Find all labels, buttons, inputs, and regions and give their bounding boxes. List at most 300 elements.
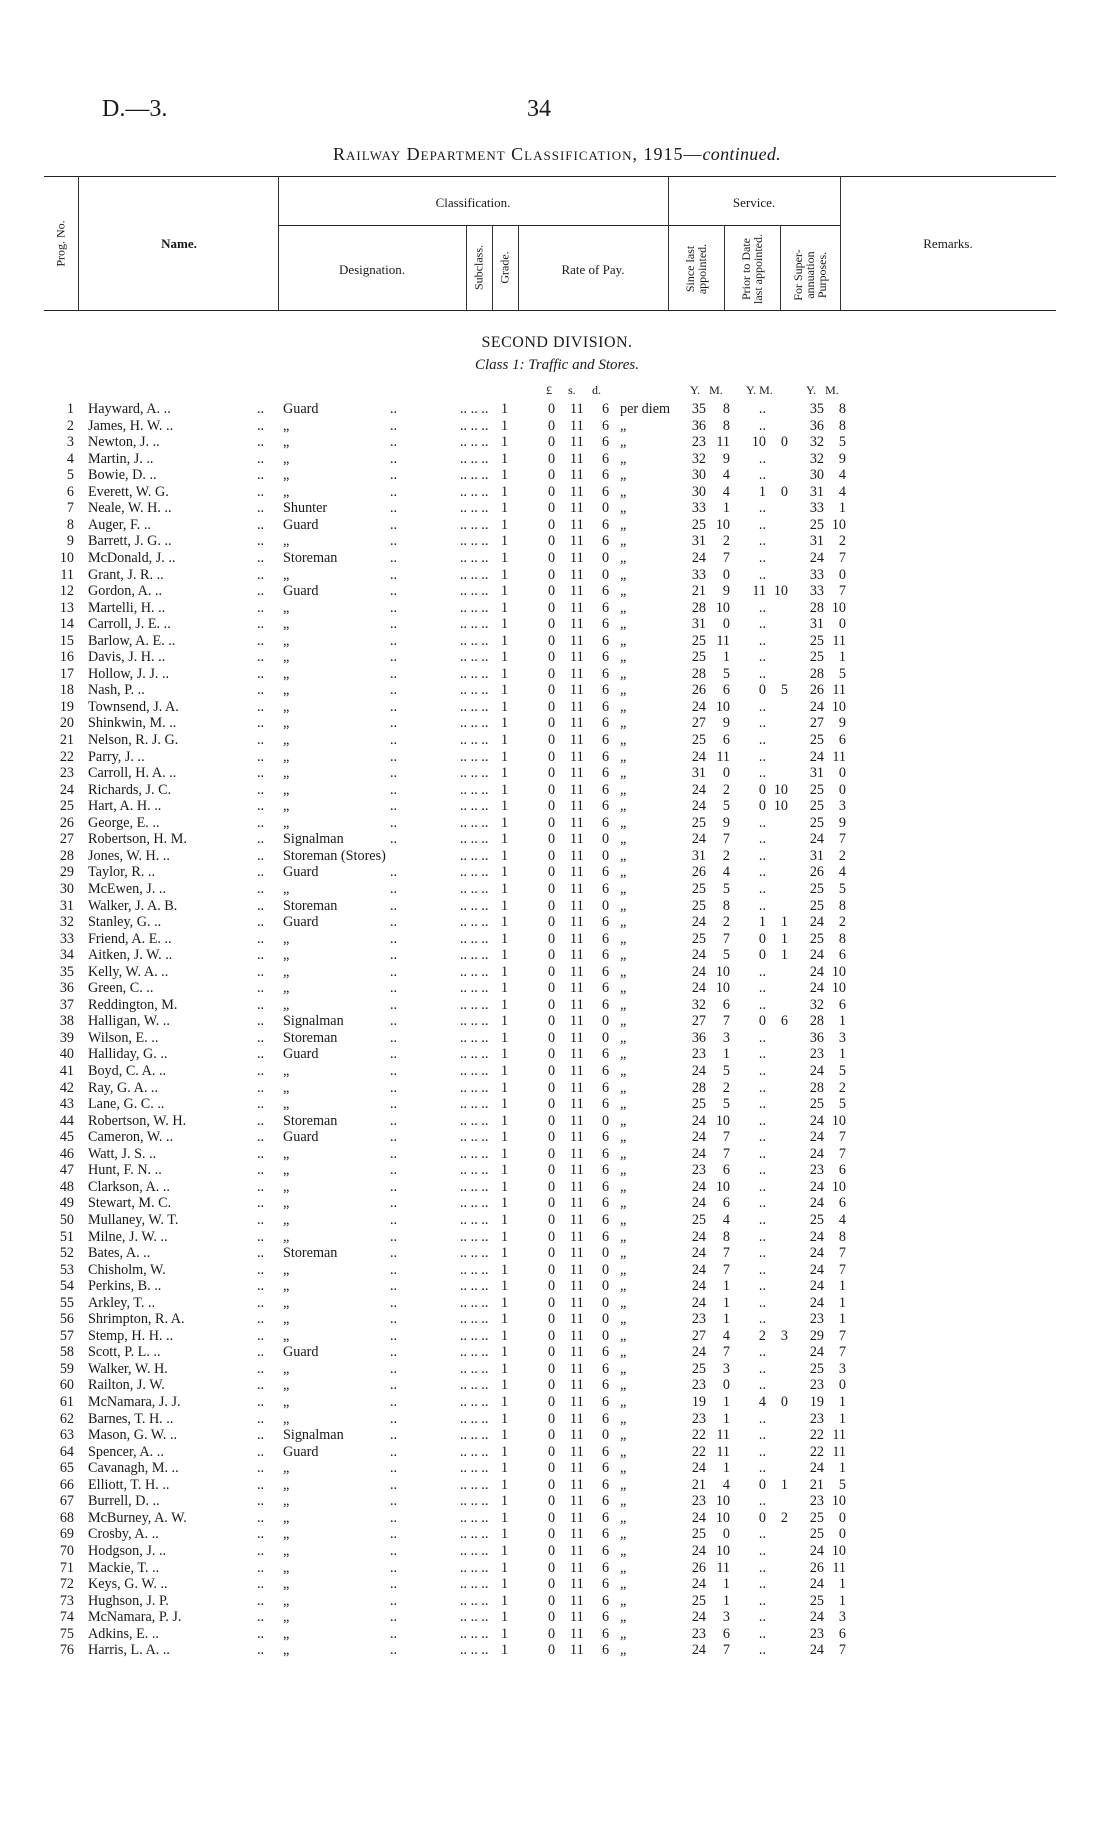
since-years: 31 [691,533,706,550]
pay-basis: „ [620,1096,627,1113]
super-months: 1 [838,500,846,517]
leader-dots: .. [257,1096,265,1113]
super-years: 25 [809,781,824,798]
prior-years: .. [758,1211,766,1228]
pay-pounds: 0 [548,732,556,748]
super-months: 3 [838,1029,846,1046]
prior-years: .. [758,1344,766,1361]
leader-dots: .. [257,1228,265,1245]
super-months: 6 [838,996,846,1013]
super-years: 24 [809,698,824,715]
since-years: 23 [691,1046,706,1063]
col-rate-of-pay: Rate of Pay. [561,262,625,277]
employee-name: Spencer, A. .. [88,1443,164,1460]
leader-dots: .. .. .. [460,1112,489,1129]
leader-dots: .. [257,516,265,533]
super-years: 33 [809,566,824,583]
since-months: 0 [722,1377,730,1394]
employee-name: Stanley, G. .. [88,914,162,931]
super-years: 24 [809,1228,824,1245]
employee-name: Arkley, T. .. [88,1294,156,1311]
since-months: 10 [715,963,730,980]
super-years: 24 [809,1195,824,1212]
pay-shillings: 11 [570,1360,584,1377]
since-months: 5 [722,947,730,964]
table-row [0,1477,1114,1494]
super-years: 31 [809,483,824,500]
designation: „ [283,682,290,699]
since-months: 3 [722,1029,730,1046]
designation: „ [283,1360,290,1377]
header-top-rule [44,176,1056,177]
leader-dots: .. [257,483,265,500]
pay-shillings: 11 [570,1228,584,1245]
super-years: 23 [809,1311,824,1328]
pay-basis: „ [620,880,627,897]
super-months: 9 [838,715,846,732]
super-months: 4 [838,864,846,881]
pay-shillings: 11 [570,1162,584,1179]
since-months: 10 [715,1112,730,1129]
since-months: 6 [722,682,730,699]
designation: „ [283,996,290,1013]
leader-dots: .. [390,1261,398,1278]
super-months: 1 [838,649,846,666]
leader-dots: .. [390,1245,398,1262]
super-months: 1 [838,1046,846,1063]
leader-dots: .. .. .. [460,715,489,732]
prior-years: .. [758,1245,766,1262]
prog-no: 7 [66,500,74,517]
pay-pence: 6 [602,616,610,633]
employee-name: Carroll, J. E. .. [88,616,171,633]
super-months: 10 [831,1493,846,1510]
table-row [0,1030,1114,1047]
super-years: 25 [809,1360,824,1377]
leader-dots: .. [257,1427,265,1444]
designation: „ [283,1063,290,1079]
pay-shillings: 11 [570,1410,584,1427]
pay-pence: 6 [602,599,610,616]
designation: Guard [283,1443,319,1460]
prior-years: .. [758,467,766,484]
since-months: 4 [722,864,730,881]
pay-basis: „ [620,963,627,980]
pay-shillings: 11 [570,566,584,583]
leader-dots: .. [257,1178,265,1195]
pay-shillings: 11 [570,417,584,434]
pay-pence: 6 [602,1377,610,1394]
leader-dots: .. [390,1195,398,1212]
pay-shillings: 11 [570,467,584,484]
pay-pence: 6 [602,1394,610,1410]
pay-pounds: 0 [548,682,556,699]
subclass: 1 [501,1145,509,1162]
since-years: 25 [691,1096,706,1113]
leader-dots: .. .. .. [460,1576,489,1593]
designation: Storeman [283,1245,338,1262]
designation: „ [283,880,290,897]
leader-dots: .. [390,1509,398,1526]
pay-pence: 6 [602,467,610,484]
leader-dots: .. [257,996,265,1013]
leader-dots: .. .. .. [460,1609,489,1626]
designation: Storeman [283,1029,338,1046]
super-months: 3 [838,798,846,815]
prior-years: .. [758,1162,766,1179]
leader-dots: .. [257,1443,265,1460]
since-months: 0 [722,765,730,782]
pay-pence: 6 [602,401,610,417]
leader-dots: .. .. .. [460,1625,489,1642]
pay-basis: „ [620,665,627,682]
since-years: 24 [691,1542,706,1559]
leader-dots: .. .. .. [460,1294,489,1311]
pay-pence: 0 [602,1278,610,1295]
divider [492,225,493,310]
since-years: 22 [691,1427,706,1444]
subclass: 1 [501,1542,509,1559]
super-years: 28 [809,1079,824,1096]
prior-years: .. [758,1460,766,1477]
pay-pounds: 0 [548,1344,556,1361]
subclass: 1 [501,880,509,897]
super-months: 10 [831,698,846,715]
since-years: 27 [691,1013,706,1030]
super-years: 24 [809,1145,824,1162]
subclass: 1 [501,417,509,434]
employee-name: Barlow, A. E. .. [88,632,176,649]
pay-pounds: 0 [548,963,556,980]
leader-dots: .. [390,583,398,600]
designation: Storeman [283,549,338,566]
super-years: 22 [809,1427,824,1444]
super-years: 33 [809,583,824,600]
prog-no: 42 [59,1079,74,1096]
since-months: 6 [722,996,730,1013]
pay-pounds: 0 [548,1145,556,1162]
prog-no: 2 [66,417,74,434]
pay-shillings: 11 [570,632,584,649]
prog-no: 19 [59,698,74,715]
prog-no: 23 [59,765,74,782]
pay-basis: „ [620,996,627,1013]
super-months: 4 [838,483,846,500]
pay-pounds: 0 [548,1360,556,1377]
leader-dots: .. [390,781,398,798]
pay-basis: „ [620,781,627,798]
subclass: 1 [501,1493,509,1510]
pay-basis: „ [620,549,627,566]
leader-dots: .. .. .. [460,583,489,600]
table-row [0,914,1114,931]
super-years: 27 [809,715,824,732]
prog-no: 46 [59,1145,74,1162]
pay-pounds: 0 [548,1245,556,1262]
leader-dots: .. .. .. [460,765,489,782]
leader-dots: .. [390,1112,398,1129]
table-row [0,715,1114,732]
leader-dots: .. [257,880,265,897]
subclass: 1 [501,1394,509,1410]
designation: „ [283,483,290,500]
since-months: 5 [722,880,730,897]
pay-pence: 6 [602,1079,610,1096]
since-months: 10 [715,1178,730,1195]
col-prior-to: Prior to Date last appointed. [739,234,765,304]
leader-dots: .. .. .. [460,665,489,682]
since-years: 25 [691,880,706,897]
prog-no: 32 [59,914,74,931]
super-months: 6 [838,1625,846,1642]
pay-shillings: 11 [570,599,584,616]
pay-pounds: 0 [548,417,556,434]
leader-dots: .. .. .. [460,963,489,980]
prog-no: 38 [59,1013,74,1030]
leader-dots: .. [390,732,398,748]
prior-months: 10 [773,583,788,600]
designation: „ [283,765,290,782]
subclass: 1 [501,434,509,451]
prior-months: 1 [780,1476,788,1493]
subclass: 1 [501,1609,509,1626]
prior-years: .. [758,1377,766,1394]
pay-pounds: 0 [548,500,556,517]
prog-no: 65 [59,1460,74,1477]
since-months: 7 [722,1013,730,1030]
leader-dots: .. [257,1112,265,1129]
pay-basis: „ [620,583,627,600]
pay-shillings: 11 [570,665,584,682]
since-months: 11 [716,434,730,451]
leader-dots: .. .. .. [460,632,489,649]
leader-dots: .. .. .. [460,831,489,848]
pay-basis: „ [620,798,627,815]
pay-basis: „ [620,1311,627,1328]
pay-pence: 6 [602,765,610,782]
super-months: 5 [838,434,846,451]
super-years: 23 [809,1493,824,1510]
prog-no: 73 [59,1592,74,1609]
table-row [0,931,1114,948]
table-row [0,1179,1114,1196]
subclass: 1 [501,897,509,914]
pay-basis: „ [620,1178,627,1195]
prior-years: .. [758,814,766,831]
subclass: 1 [501,1228,509,1245]
pay-pence: 6 [602,649,610,666]
super-years: 22 [809,1443,824,1460]
leader-dots: .. [390,1493,398,1510]
subclass: 1 [501,1029,509,1046]
super-years: 24 [809,1609,824,1626]
pay-basis: „ [620,1145,627,1162]
prior-years: 1 [758,483,766,500]
pay-basis: „ [620,914,627,931]
leader-dots: .. .. .. [460,401,489,417]
designation: „ [283,1079,290,1096]
leader-dots: .. [390,1427,398,1444]
pay-basis: „ [620,831,627,848]
designation: Storeman [283,1112,338,1129]
super-years: 31 [809,847,824,864]
pay-pounds: 0 [548,616,556,633]
super-months: 0 [838,781,846,798]
pay-pence: 0 [602,1112,610,1129]
employee-name: Milne, J. W. .. [88,1228,168,1245]
prior-months: 6 [780,1013,788,1030]
employee-name: McEwen, J. .. [88,880,167,897]
pay-pounds: 0 [548,1261,556,1278]
super-years: 24 [809,831,824,848]
prog-no: 50 [59,1211,74,1228]
pay-basis: „ [620,1493,627,1510]
designation: „ [283,1178,290,1195]
since-months: 7 [722,1145,730,1162]
pay-shillings: 11 [570,1245,584,1262]
super-months: 8 [838,417,846,434]
designation: „ [283,1476,290,1493]
prior-years: .. [758,1278,766,1295]
pay-pence: 6 [602,930,610,947]
prior-years: .. [758,1029,766,1046]
designation: „ [283,434,290,451]
prog-no: 61 [59,1394,74,1410]
leader-dots: .. [257,1211,265,1228]
leader-dots: .. .. .. [460,1642,489,1659]
designation: „ [283,1195,290,1212]
prior-years: .. [758,450,766,467]
leader-dots: .. .. .. [460,1460,489,1477]
table-row [0,600,1114,617]
pay-pence: 6 [602,1642,610,1659]
employee-name: Harris, L. A. .. [88,1642,170,1659]
designation: „ [283,715,290,732]
subclass: 1 [501,1278,509,1295]
employee-name: Barrett, J. G. .. [88,533,172,550]
super-years: 26 [809,1559,824,1576]
table-row [0,666,1114,683]
leader-dots: .. [390,467,398,484]
pay-basis: „ [620,1129,627,1146]
super-years: 24 [809,1294,824,1311]
employee-name: Barnes, T. H. .. [88,1410,174,1427]
subclass: 1 [501,847,509,864]
prior-years: .. [758,1046,766,1063]
table-row [0,1411,1114,1428]
pay-basis: „ [620,1410,627,1427]
pay-pence: 6 [602,698,610,715]
leader-dots: .. [257,765,265,782]
pay-pounds: 0 [548,1013,556,1030]
since-years: 24 [691,1460,706,1477]
prior-years: .. [758,847,766,864]
subclass: 1 [501,632,509,649]
prior-years: .. [758,1427,766,1444]
pay-pounds: 0 [548,1178,556,1195]
since-months: 1 [722,1576,730,1593]
since-years: 24 [691,1294,706,1311]
employee-name: Ray, G. A. .. [88,1079,159,1096]
prog-no: 55 [59,1294,74,1311]
pay-pence: 6 [602,682,610,699]
employee-name: Taylor, R. .. [88,864,156,881]
prog-no: 5 [66,467,74,484]
since-years: 31 [691,765,706,782]
pay-basis: „ [620,566,627,583]
pay-pounds: 0 [548,1493,556,1510]
pay-basis: „ [620,1360,627,1377]
pay-pence: 6 [602,732,610,748]
subclass: 1 [501,1211,509,1228]
leader-dots: .. [257,417,265,434]
pay-basis: „ [620,1046,627,1063]
since-years: 31 [691,847,706,864]
pay-pounds: 0 [548,914,556,931]
super-months: 7 [838,1245,846,1262]
since-years: 24 [691,1245,706,1262]
since-months: 0 [722,566,730,583]
pay-pounds: 0 [548,1526,556,1543]
prog-no: 36 [59,980,74,997]
employee-name: Lane, G. C. .. [88,1096,165,1113]
super-years: 24 [809,1261,824,1278]
employee-name: Newton, J. .. [88,434,160,451]
pay-pence: 6 [602,980,610,997]
employee-name: Elliott, T. H. .. [88,1476,170,1493]
super-months: 11 [832,682,846,699]
since-months: 5 [722,1096,730,1113]
pay-pence: 6 [602,1476,610,1493]
pay-shillings: 11 [570,765,584,782]
prog-no: 59 [59,1360,74,1377]
table-row [0,1295,1114,1312]
super-months: 4 [838,1211,846,1228]
designation: „ [283,1542,290,1559]
leader-dots: .. [390,450,398,467]
leader-dots: .. [257,1327,265,1344]
pay-pounds: 0 [548,1096,556,1113]
service-rule [668,225,840,226]
employee-name: Davis, J. H. .. [88,649,166,666]
subclass: 1 [501,781,509,798]
prog-no: 4 [66,450,74,467]
pay-shillings: 11 [570,715,584,732]
since-months: 6 [722,1162,730,1179]
col-subclass: Subclass. [471,245,486,290]
divider [466,225,467,310]
leader-dots: .. [257,1063,265,1079]
prog-no: 22 [59,748,74,765]
pay-pounds: 0 [548,516,556,533]
unit-super: Y. M. [806,383,839,397]
subclass: 1 [501,616,509,633]
pay-shillings: 11 [570,781,584,798]
since-years: 36 [691,417,706,434]
document-code: D.—3. [102,96,168,122]
super-years: 32 [809,434,824,451]
super-years: 25 [809,814,824,831]
pay-shillings: 11 [570,1394,584,1410]
super-months: 10 [831,980,846,997]
since-years: 25 [691,732,706,748]
pay-shillings: 11 [570,698,584,715]
leader-dots: .. [257,1609,265,1626]
pay-basis: „ [620,1278,627,1295]
super-years: 26 [809,682,824,699]
designation: „ [283,1609,290,1626]
leader-dots: .. .. .. [460,1129,489,1146]
